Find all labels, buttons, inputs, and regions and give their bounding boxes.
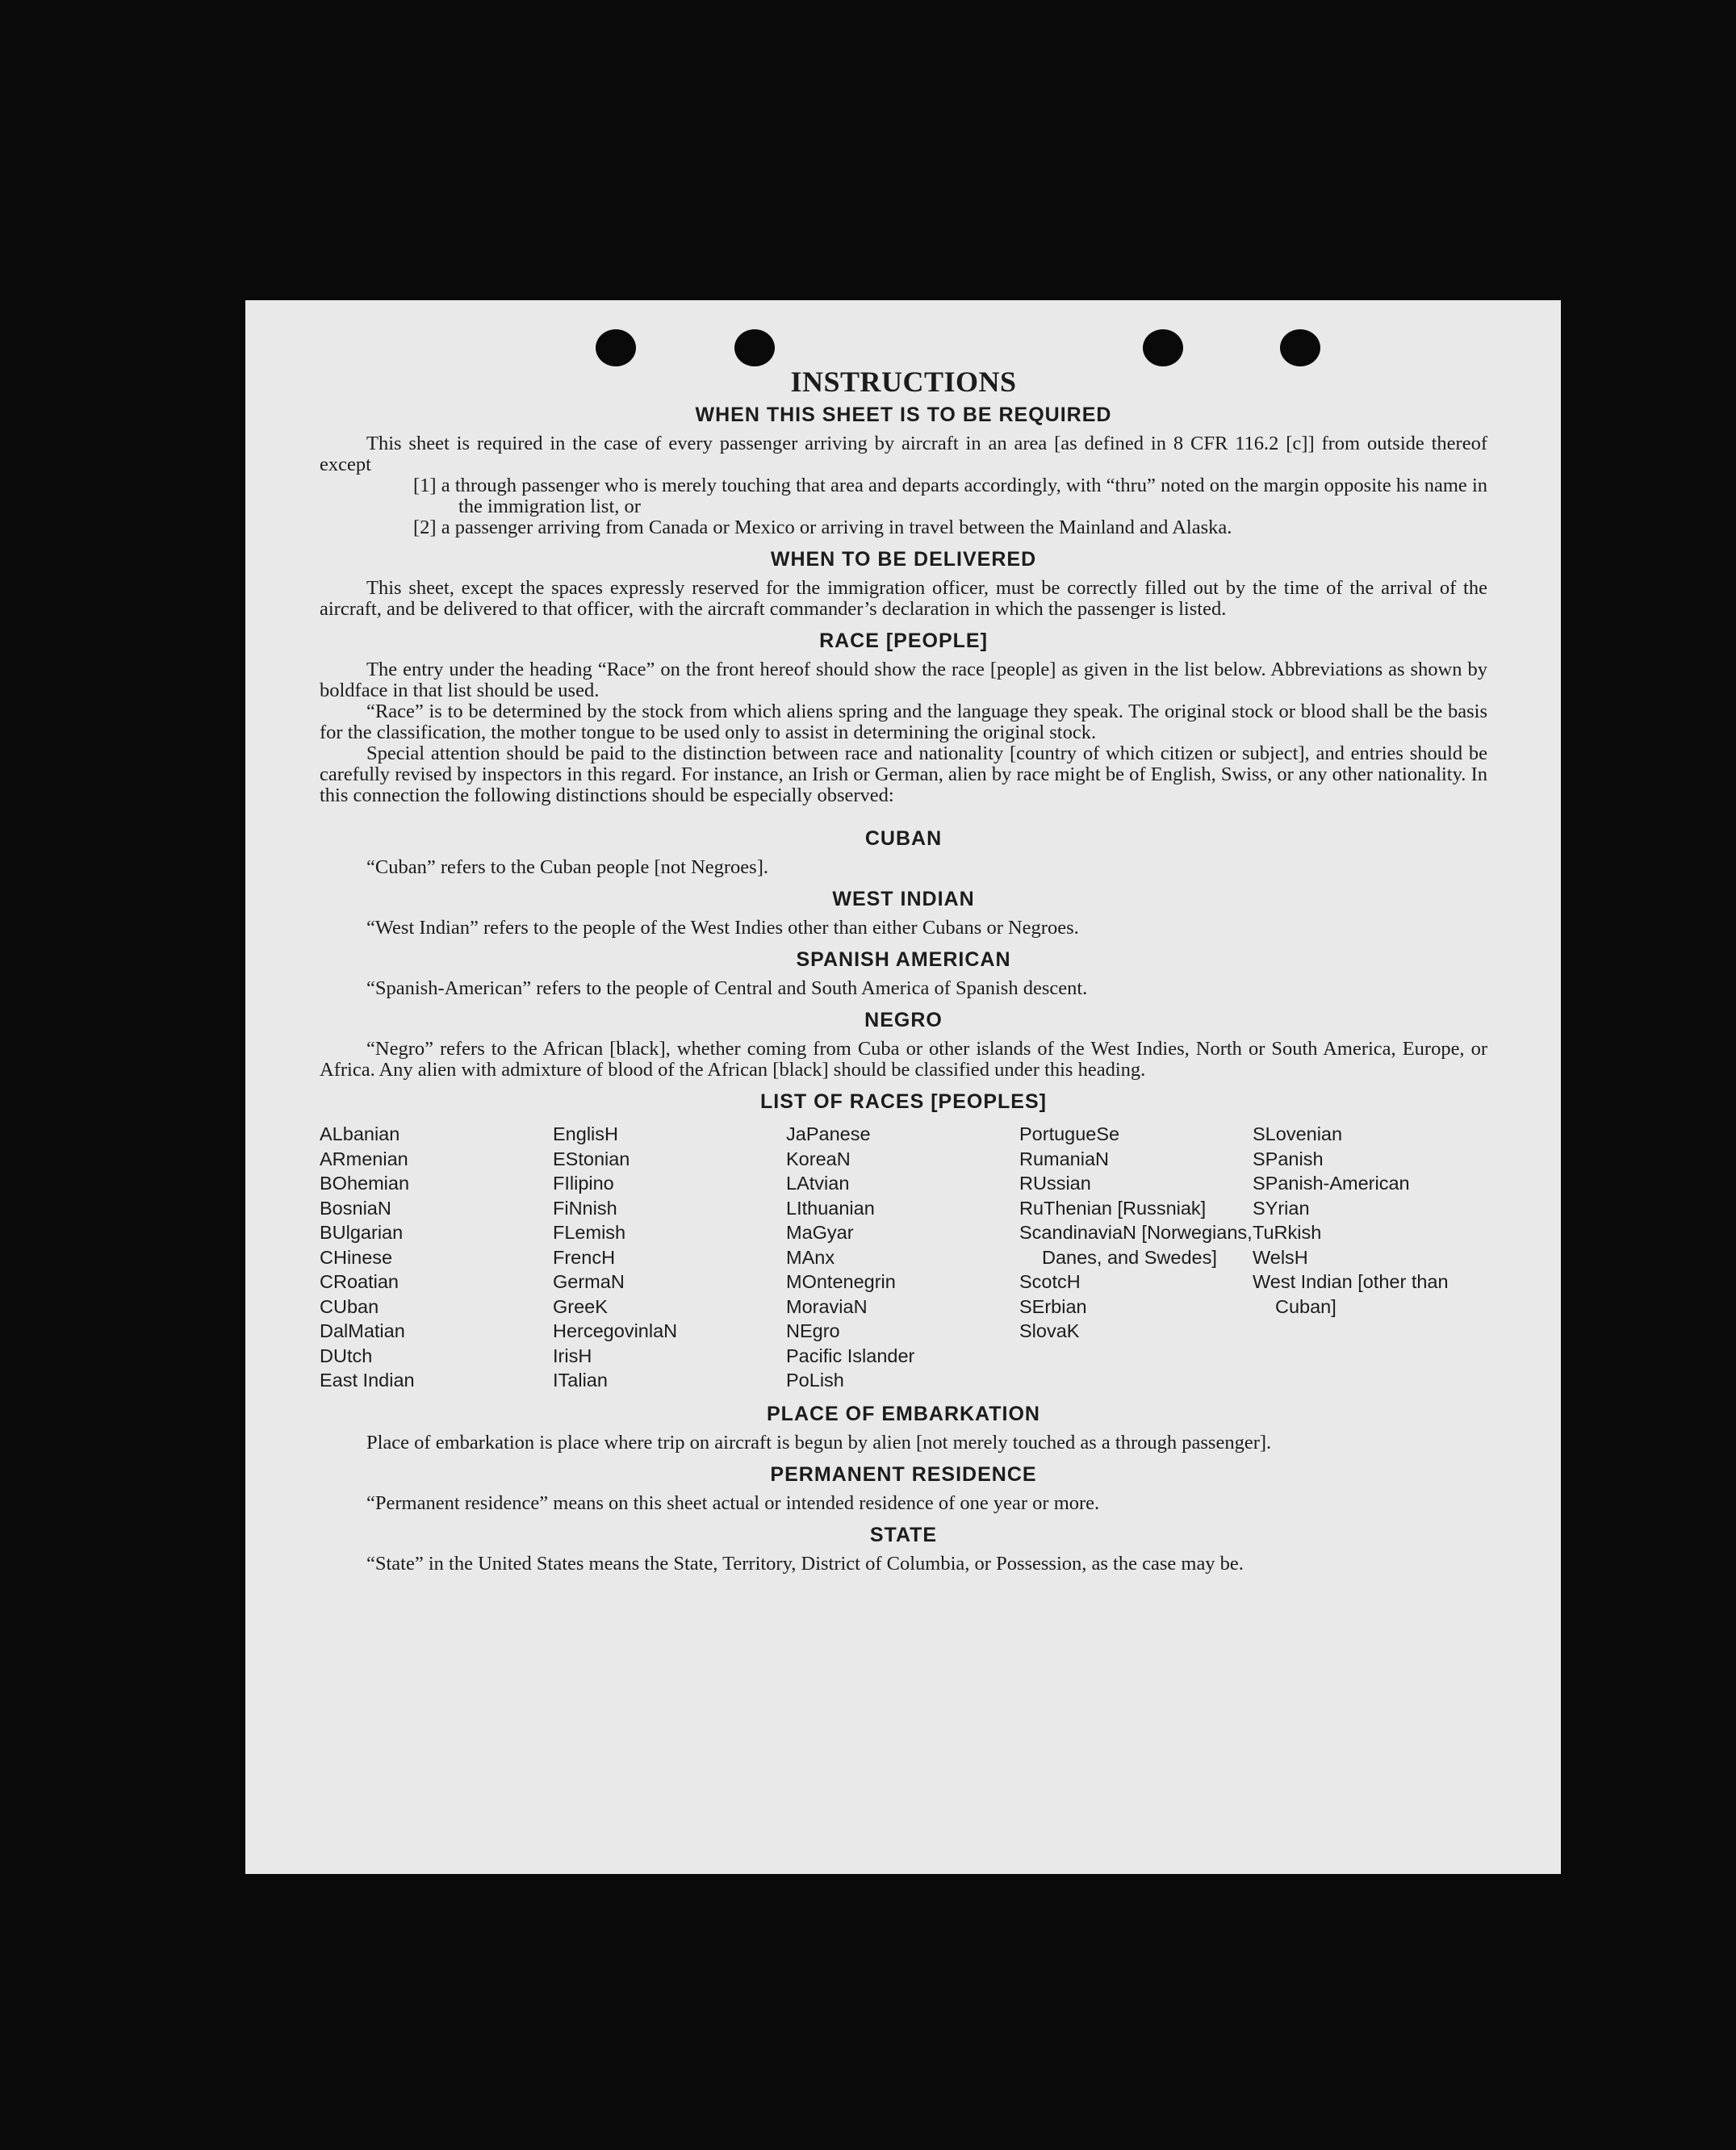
race-entry: IrisH [553,1345,592,1366]
race-column-4 [1019,1122,1253,1393]
race-entry: SPanish [1253,1148,1324,1169]
race-entry: FLemish [553,1222,626,1243]
punch-hole [596,329,636,366]
heading-spanish-american: SPANISH AMERICAN [796,948,1011,971]
delivered-text: This sheet, except the spaces expressly reserved for the immigration officer, must be correctly filled out by the time of the arrival of the aircraft, and be delivered to that officer, with the aircraft commander’s declaration in which the passenger is listed. [320,577,1487,620]
race-entry: WelsH [1253,1246,1308,1268]
race-entry: SlovaK [1019,1320,1080,1341]
race-entry: BOhemian [320,1173,410,1194]
race-entry: GermaN [553,1271,625,1292]
negro-text: “Negro” refers to the African [black], whether coming from Cuba or other islands of the West Indies, North or South America, Europe, or Africa. Any alien with admixture of blood of the African [black] should be classified under this heading. [320,1038,1487,1081]
race-entry: RumaniaN [1019,1148,1110,1169]
race-entry: ITalian [553,1370,608,1391]
heading-negro: NEGRO [864,1009,943,1031]
race-entry: HercegovinlaN [553,1320,678,1341]
heading-race: RACE [PEOPLE] [819,630,988,652]
race-entry: SLovenian [1253,1123,1343,1144]
race-entry: East Indian [320,1370,415,1391]
heading-west-indian: WEST INDIAN [832,888,975,910]
heading-state: STATE [869,1523,938,1546]
race-entry: ALbanian [320,1123,400,1144]
race-column-2 [553,1122,786,1393]
race-entry: MaGyar [786,1222,854,1243]
race-entry: DUtch [320,1345,373,1366]
race-entry: ScandinaviaN [Norwegians, Danes, and Swedes] [1019,1222,1253,1268]
race-list [320,1122,1487,1393]
race-entry: CUban [320,1295,379,1317]
race-entry: BosniaN [320,1197,391,1219]
race-entry: ScotcH [1019,1271,1081,1292]
race-entry: KoreaN [786,1148,851,1169]
residence-text: “Permanent residence” means on this sheet actual or intended residence of one year or more. [366,1491,1100,1514]
race-entry: SErbian [1019,1295,1087,1317]
page-title: INSTRUCTIONS [790,366,1017,398]
spanish-american-text: “Spanish-American” refers to the people of Central and South America of Spanish descent. [366,977,1088,999]
race-entry: ARmenian [320,1148,408,1169]
race-entry: West Indian [other than Cuban] [1253,1271,1449,1317]
race-entry: MAnx [786,1246,835,1268]
race-entry: Pacific Islander [786,1345,915,1366]
punch-hole [1143,329,1183,366]
race-entry: PoLish [786,1370,844,1391]
race-entry: SYrian [1253,1197,1310,1219]
race-entry: NEgro [786,1320,840,1341]
race-paragraph-1: The entry under the heading “Race” on the front hereof should show the race [people] as given in the list below. Abbreviations as shown by boldface in that list should be used. [320,659,1487,701]
state-text: “State” in the United States means the State, Territory, District of Columbia, or Possession, as the case may be. [366,1552,1244,1575]
document-sheet [245,300,1561,1874]
race-entry: EStonian [553,1148,630,1169]
race-column-3 [786,1122,1019,1393]
heading-embarkation: PLACE OF EMBARKATION [767,1402,1040,1425]
race-entry: SPanish-American [1253,1173,1410,1194]
punch-hole [734,329,775,366]
heading-residence: PERMANENT RESIDENCE [770,1462,1037,1486]
race-paragraph-2: “Race” is to be determined by the stock from which aliens spring and the language they speak. The original stock or blood shall be the basis for the classification, the mother tongue to be used only to assist in determining the original stock. [320,701,1487,743]
punch-hole [1280,329,1320,366]
race-entry: CRoatian [320,1271,399,1292]
heading-delivered: WHEN TO BE DELIVERED [770,548,1037,571]
race-entry: LAtvian [786,1173,850,1194]
race-entry: GreeK [553,1295,608,1317]
cuban-text: “Cuban” refers to the Cuban people [not Negroes]. [366,856,768,878]
race-paragraph-3: Special attention should be paid to the distinction between race and nationality [country of which citizen or subject], and entries should be carefully revised by inspectors in this regard. For instance, an Irish or German, alien by race might be of English, Swiss, or any other nationality. In this connection the following distinctions should be especially observed: [320,742,1487,806]
race-entry: LIthuanian [786,1197,875,1219]
race-entry: DalMatian [320,1320,405,1341]
race-entry: RUssian [1019,1173,1091,1194]
race-entry: JaPanese [786,1123,871,1144]
required-item-1: [1] a through passenger who is merely touching that area and departs accordingly, with “thru” noted on the margin opposite his name in the immigration list, or [413,475,1487,517]
race-entry: FrencH [553,1246,616,1268]
race-entry: CHinese [320,1246,393,1268]
race-entry: EnglisH [553,1123,618,1144]
required-item-2: [2] a passenger arriving from Canada or Mexico or arriving in travel between the Mainland and Alaska. [413,517,1232,538]
race-entry: RuThenian [Russniak] [1019,1197,1207,1219]
document-body [320,365,1487,1575]
heading-required: WHEN THIS SHEET IS TO BE REQUIRED [695,404,1112,426]
west-indian-text: “West Indian” refers to the people of the West Indies other than either Cubans or Negroes. [366,917,1079,939]
race-column-5 [1253,1122,1486,1393]
race-column-1 [320,1122,553,1393]
race-entry: FIlipino [553,1173,614,1194]
race-entry: MOntenegrin [786,1271,896,1292]
race-entry: FiNnish [553,1197,617,1219]
race-entry: TuRkish [1253,1222,1322,1243]
heading-cuban: CUBAN [864,827,943,850]
embarkation-text: Place of embarkation is place where trip on aircraft is begun by alien [not merely touched as a through passenger]. [366,1431,1272,1454]
heading-race-list: LIST OF RACES [PEOPLES] [760,1090,1047,1113]
race-entry: MoraviaN [786,1295,868,1317]
race-entry: PortugueSe [1019,1123,1120,1144]
required-intro: This sheet is required in the case of every passenger arriving by aircraft in an area [as defined in 8 CFR 116.2 [c]] from outside thereof except [320,433,1487,475]
race-entry: BUlgarian [320,1222,404,1243]
